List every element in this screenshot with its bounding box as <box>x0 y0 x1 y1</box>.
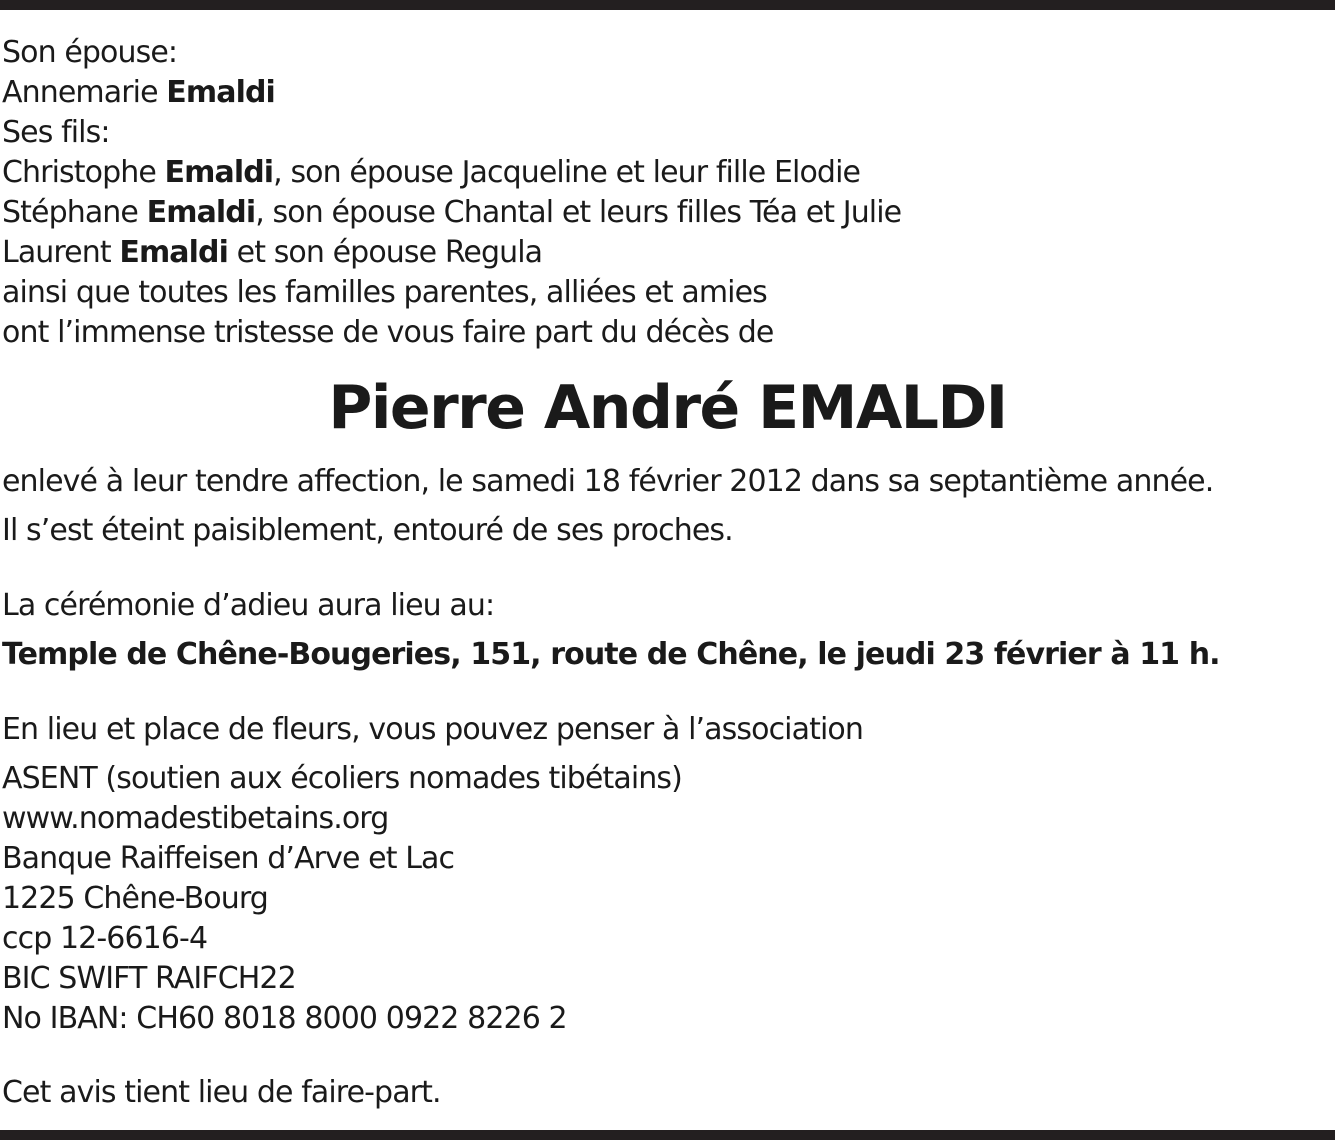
donation-city: 1225 Chêne-Bourg <box>2 881 268 916</box>
relatives-line: ainsi que toutes les familles parentes, alliées et amies <box>2 275 767 310</box>
son2-first-name: Stéphane <box>2 195 147 230</box>
donation-ccp: ccp 12-6616-4 <box>2 921 208 956</box>
son2-family: , son épouse Chantal et leurs filles Téa et Julie <box>255 195 902 230</box>
donation-bank: Banque Raiffeisen d’Arve et Lac <box>2 841 455 876</box>
son2-last-name: Emaldi <box>146 195 256 230</box>
peaceful-line: Il s’est éteint paisiblement, entouré de ses proches. <box>2 513 733 548</box>
son-line-2 <box>2 193 901 233</box>
deceased-name: Pierre André EMALDI <box>328 373 1007 443</box>
donation-bic: BIC SWIFT RAIFCH22 <box>2 961 296 996</box>
spouse-first-name: Annemarie <box>2 75 167 110</box>
bottom-border-rule <box>0 1130 1335 1140</box>
donation-website: www.nomadestibetains.org <box>2 801 389 836</box>
donation-association: ASENT (soutien aux écoliers nomades tibétains) <box>2 761 682 796</box>
son-line-1 <box>2 153 860 193</box>
ceremony-heading: La cérémonie d’adieu aura lieu au: <box>2 588 495 623</box>
spouse-line <box>2 73 275 113</box>
donation-iban: No IBAN: CH60 8018 8000 0922 8226 2 <box>2 1001 567 1036</box>
son3-first-name: Laurent <box>2 235 120 270</box>
son1-family: , son épouse Jacqueline et leur fille Elodie <box>273 155 861 190</box>
son1-first-name: Christophe <box>2 155 165 190</box>
sons-heading: Ses fils: <box>2 115 110 150</box>
son1-last-name: Emaldi <box>164 155 274 190</box>
announcement-line: ont l’immense tristesse de vous faire part du décès de <box>2 315 774 350</box>
closing-line: Cet avis tient lieu de faire-part. <box>2 1075 441 1110</box>
top-border-rule <box>0 0 1335 10</box>
son3-last-name: Emaldi <box>119 235 228 270</box>
ceremony-place: Temple de Chêne-Bougeries, 151, route de Chêne, le jeudi 23 février à 11 h. <box>2 637 1220 672</box>
son3-family: et son épouse Regula <box>228 235 543 270</box>
son-line-3 <box>2 233 542 273</box>
spouse-heading: Son épouse: <box>2 35 178 70</box>
spouse-last-name: Emaldi <box>166 75 275 110</box>
donation-intro: En lieu et place de fleurs, vous pouvez penser à l’association <box>2 712 863 747</box>
passing-line: enlevé à leur tendre affection, le samedi 18 février 2012 dans sa septantième année. <box>2 464 1214 499</box>
